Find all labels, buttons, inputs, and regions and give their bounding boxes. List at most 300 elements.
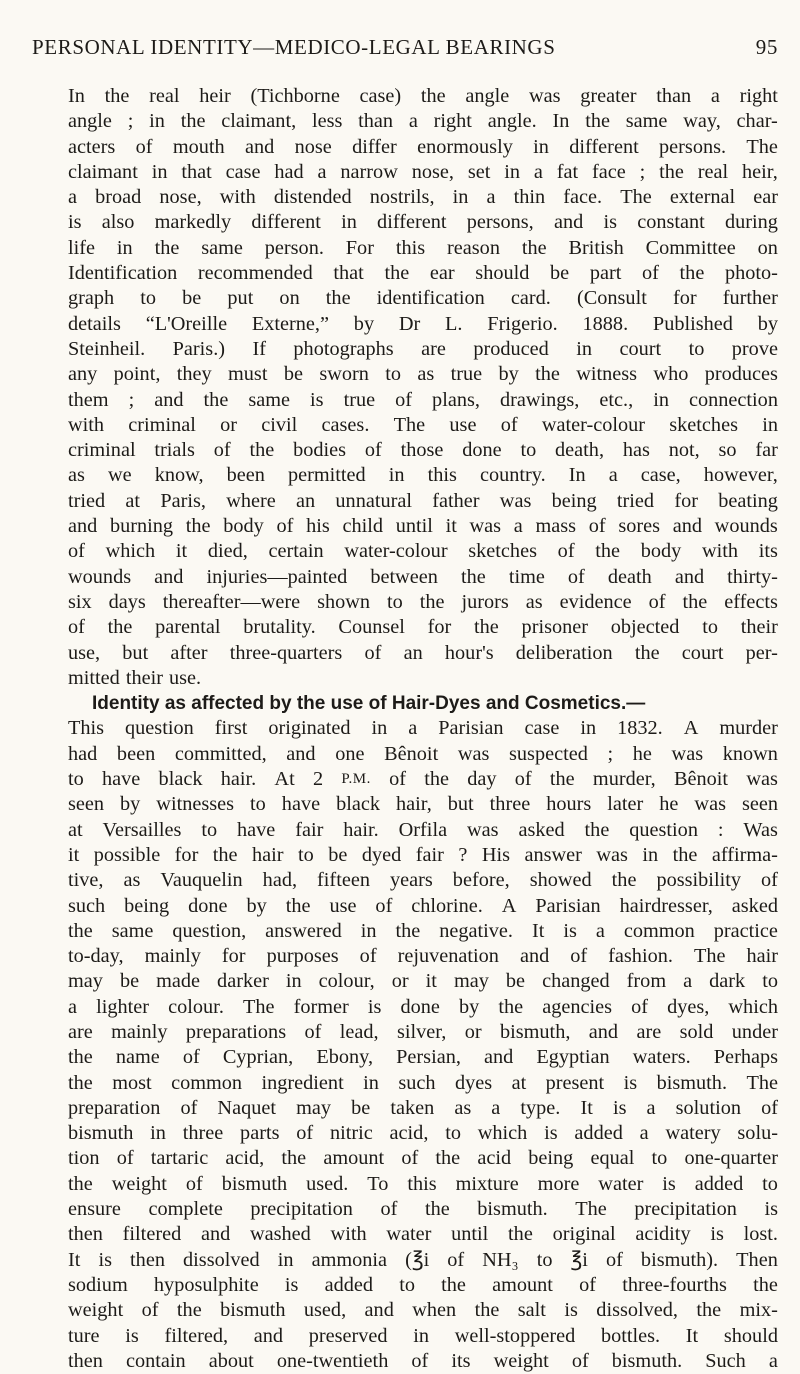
word: of (570, 945, 588, 968)
text-line (68, 388, 778, 413)
word: the (634, 641, 660, 664)
word: heir, (742, 160, 778, 183)
word: case) (359, 85, 402, 107)
word: bismuth. (656, 1071, 728, 1094)
word: drawings, (499, 388, 580, 411)
word: ture (68, 1324, 100, 1347)
word: Vauquelin (160, 869, 243, 892)
word: ; (639, 160, 646, 183)
word: bismuth. (611, 1349, 683, 1372)
word: the (595, 540, 621, 563)
word: graph (68, 287, 115, 310)
word: of (395, 388, 413, 411)
word: Parisian (438, 717, 504, 740)
word: of (359, 945, 377, 968)
word: fat (556, 160, 579, 183)
word: use (329, 894, 357, 917)
word: of (579, 1273, 597, 1296)
word: Then (736, 1248, 778, 1271)
word: in (285, 970, 302, 993)
word: to (445, 1122, 461, 1145)
word: about (208, 1349, 254, 1372)
word: angle (465, 85, 510, 107)
word: the (424, 1198, 450, 1221)
word: way, (683, 110, 721, 133)
word: Naquet (217, 1096, 276, 1119)
word: its (758, 540, 778, 563)
word: lighter (96, 995, 150, 1018)
word: by (498, 363, 519, 386)
word: with (330, 1223, 367, 1246)
word: be (283, 363, 303, 386)
word: criminal (68, 439, 136, 462)
word: three (489, 793, 531, 816)
word: the (549, 768, 575, 791)
word: tried (68, 489, 106, 512)
word: greater (580, 85, 637, 107)
word: in (413, 1324, 430, 1347)
word: and (674, 565, 705, 588)
word: evidence (559, 590, 632, 613)
word: dyed (361, 843, 402, 866)
word: may (68, 970, 103, 993)
word: the (212, 843, 238, 866)
word: part (589, 262, 622, 285)
word: suspected (509, 742, 588, 765)
word: their (125, 666, 163, 689)
word: persons, (466, 211, 534, 234)
word: showed (529, 869, 592, 892)
word: recommended (197, 262, 313, 285)
word: thereafter—were (162, 590, 301, 613)
word: objected (610, 616, 680, 639)
word: as (68, 464, 85, 487)
word: same (201, 236, 243, 259)
word: in (388, 464, 405, 487)
word: precipitation (634, 1198, 737, 1221)
word: father (432, 489, 480, 512)
word: one-twentieth (276, 1349, 389, 1372)
text-line (68, 539, 778, 564)
word: Bênoit (673, 768, 729, 791)
word: present (545, 1071, 605, 1094)
word: day (467, 768, 497, 791)
word: in (277, 1248, 294, 1271)
word: of (180, 1096, 198, 1119)
word: be (182, 287, 202, 310)
word: with (701, 540, 739, 563)
word: different (377, 211, 447, 234)
word: as (525, 590, 543, 613)
word: and (68, 515, 98, 538)
word: hour's (444, 641, 494, 664)
word: complete (148, 1198, 223, 1221)
word: at (125, 489, 141, 512)
word: have (281, 793, 321, 816)
word: the (460, 565, 486, 588)
word: had (274, 160, 304, 183)
word: To (367, 1172, 389, 1195)
word: the (176, 1299, 202, 1322)
word: the (441, 1273, 466, 1296)
word: same (248, 388, 291, 411)
word: three (182, 1122, 224, 1145)
word: than (358, 110, 394, 133)
word: of (642, 262, 659, 285)
word: of (761, 869, 778, 892)
word: of (182, 1046, 200, 1069)
word: wounds (714, 515, 778, 538)
word: the (435, 1147, 461, 1170)
word: to (399, 1273, 415, 1296)
word: is (623, 1071, 638, 1094)
word: Was (743, 818, 778, 841)
word: silver, (396, 1020, 447, 1043)
word: in (116, 236, 133, 259)
word: the (107, 616, 133, 639)
word: chlorine. (411, 894, 483, 917)
word: bodies (293, 439, 347, 462)
word: bismuth (221, 1172, 288, 1195)
word: the (68, 1172, 93, 1195)
word: in (642, 843, 659, 866)
word: seen (68, 793, 105, 816)
word: possible (93, 843, 161, 866)
word: Perhaps (713, 1046, 778, 1069)
text-line (68, 1273, 778, 1298)
word: constant (637, 211, 705, 234)
word: the (521, 236, 547, 259)
word: to (387, 590, 403, 613)
word: are (68, 1020, 93, 1043)
word: a (68, 995, 78, 1018)
word: but (122, 641, 149, 664)
word: P.M. (341, 771, 371, 788)
word: them (68, 388, 109, 411)
text-line (68, 792, 778, 817)
text-line (68, 438, 778, 463)
word: nose (294, 135, 332, 158)
word: of (380, 1198, 398, 1221)
word: it (445, 515, 457, 538)
word: This (68, 717, 105, 740)
word: filtered (122, 1223, 182, 1246)
word: of (557, 540, 575, 563)
word: and (553, 211, 584, 234)
word: in (653, 388, 669, 411)
word: murder (719, 717, 778, 740)
text-line (68, 590, 778, 615)
word: use. (169, 666, 202, 689)
word: and (519, 945, 550, 968)
word: by (353, 312, 375, 335)
text-line (68, 1071, 778, 1096)
word: the (535, 363, 560, 386)
word: enormously (417, 135, 513, 158)
word: then (68, 1223, 103, 1246)
word: witness (576, 363, 638, 386)
word: of (648, 590, 666, 613)
text-line (68, 286, 778, 311)
word: or (464, 1020, 482, 1043)
word: to (385, 363, 402, 386)
word: done (400, 995, 440, 1018)
word: Orfila (398, 818, 448, 841)
word: body (640, 540, 682, 563)
word: ; (127, 110, 134, 133)
word: set (467, 160, 491, 183)
word: in (149, 110, 165, 133)
word: In (568, 464, 586, 487)
text-line (68, 1349, 778, 1374)
word: photo- (724, 262, 778, 285)
word: added (324, 1273, 374, 1296)
word: If (252, 337, 266, 360)
word: the (424, 768, 449, 791)
word: to (702, 616, 718, 639)
word: a (408, 717, 418, 740)
word: until (451, 1223, 489, 1246)
word: answer (524, 843, 582, 866)
word: when (412, 1299, 457, 1322)
word: in (371, 717, 388, 740)
word: and (154, 388, 184, 411)
word: markedly (154, 211, 232, 234)
word: face (591, 160, 626, 183)
word: in (341, 211, 357, 234)
word: the (395, 919, 421, 942)
word: same (111, 919, 154, 942)
word: so (718, 439, 737, 462)
word: done (188, 894, 228, 917)
word: use (449, 413, 477, 436)
word: hair. (343, 818, 379, 841)
word: used. (306, 1172, 349, 1195)
word: cases. (321, 413, 370, 436)
word: be (550, 262, 570, 285)
word: before, (452, 869, 510, 892)
word: to (520, 439, 537, 462)
word: was (596, 843, 628, 866)
word: differ (352, 135, 397, 158)
word: and (672, 515, 702, 538)
word: has (622, 439, 650, 462)
word: of (364, 439, 382, 462)
word: a (639, 1122, 649, 1145)
word: NH₃ (482, 1248, 519, 1271)
word: for (221, 945, 246, 968)
word: person. (264, 236, 324, 259)
word: jurors (461, 590, 509, 613)
word: body (223, 515, 264, 538)
word: a (68, 186, 78, 209)
word: practice (713, 919, 778, 942)
word: bismuth). (640, 1248, 719, 1271)
word: from (626, 970, 667, 993)
word: or (220, 413, 238, 436)
word: Counsel (338, 616, 405, 639)
word: different (569, 135, 639, 158)
word: a (533, 160, 543, 183)
word: Persian, (396, 1046, 461, 1069)
word: is (710, 1223, 724, 1246)
word: amount (492, 1273, 553, 1296)
word: black (336, 793, 380, 816)
word: right (739, 85, 778, 107)
word: was (694, 793, 726, 816)
text-line (68, 919, 778, 944)
text-line (68, 463, 778, 488)
word: was (469, 515, 502, 538)
word: Such (705, 1349, 746, 1372)
word: a (710, 85, 720, 107)
word: in (762, 413, 778, 436)
word: hair (252, 843, 284, 866)
word: fifteen (317, 869, 370, 892)
word: must (228, 363, 268, 386)
word: being (551, 489, 597, 512)
word: for (427, 616, 452, 639)
word: Dr (398, 312, 421, 335)
word: be (119, 970, 140, 993)
word: was (746, 768, 778, 791)
word: claimant (68, 160, 138, 183)
word: three-quarters (229, 641, 343, 664)
word: the (68, 919, 93, 942)
word: prove (731, 337, 778, 360)
word: a (486, 186, 496, 209)
word: different (251, 211, 321, 234)
text-line (68, 1045, 778, 1070)
word: photographs (293, 337, 394, 360)
word: nitric (329, 1122, 373, 1145)
word: to (536, 1248, 553, 1271)
text-line (68, 843, 778, 868)
word: produced (473, 337, 549, 360)
word: to (201, 818, 218, 841)
word: of (141, 1299, 159, 1322)
word: hyposulphite (153, 1273, 259, 1296)
word: purposes (266, 945, 339, 968)
word: Frigerio. (487, 312, 558, 335)
word: nose, (159, 186, 202, 209)
word: as (417, 363, 435, 386)
word: of (389, 768, 406, 791)
word: been (226, 464, 265, 487)
word: It (531, 919, 545, 942)
word: than (656, 85, 692, 107)
word: The (746, 1071, 778, 1094)
word: of (135, 135, 153, 158)
word: A (683, 717, 699, 740)
word: an (403, 641, 423, 664)
word: of (631, 995, 648, 1018)
word: acid (477, 1147, 512, 1170)
word: nostrils, (369, 186, 435, 209)
word: At (274, 768, 295, 791)
word: of (375, 894, 393, 917)
word: to (298, 843, 314, 866)
text-line (68, 995, 778, 1020)
word: narrow (340, 160, 398, 183)
word: and (484, 1046, 514, 1069)
word: the (585, 110, 610, 133)
text-line (68, 1222, 778, 1247)
word: shown (317, 590, 371, 613)
word: Ebony, (316, 1046, 374, 1069)
word: bismuth (68, 1122, 134, 1145)
word: Published (652, 312, 733, 335)
word: It (580, 1096, 593, 1119)
word: of (364, 641, 382, 664)
word: sold (679, 1020, 714, 1043)
word: committed, (174, 742, 267, 765)
word: witnesses (156, 793, 235, 816)
word: external (669, 186, 736, 209)
word: time (508, 565, 545, 588)
word: made (156, 970, 201, 993)
word: a (513, 515, 523, 538)
word: watery (665, 1122, 721, 1145)
word: Versailles (102, 818, 182, 841)
word: hairdresser, (619, 894, 713, 917)
word: seen (741, 793, 778, 816)
word: In (68, 85, 85, 107)
word: was (671, 742, 704, 765)
word: face. (563, 186, 603, 209)
word: of (213, 439, 231, 462)
word: as (123, 869, 141, 892)
word: have (102, 768, 141, 791)
word: trials (154, 439, 195, 462)
word: the (185, 515, 211, 538)
word: waters. (632, 1046, 691, 1069)
word: A (501, 894, 517, 917)
word: he (659, 793, 679, 816)
word: death (607, 565, 652, 588)
word: then (68, 1349, 103, 1372)
word: who (653, 363, 689, 386)
word: the (672, 843, 698, 866)
word: also (101, 211, 135, 234)
word: bismuth, (499, 1020, 571, 1043)
word: is (603, 211, 617, 234)
word: asked (518, 818, 565, 841)
word: by (246, 894, 267, 917)
word: sodium (68, 1273, 128, 1296)
word: the (419, 590, 445, 613)
word: it (425, 970, 437, 993)
word: tried (616, 489, 655, 512)
text-line (68, 514, 778, 539)
word: thin (513, 186, 546, 209)
word: name (115, 1046, 160, 1069)
word: weight (68, 1299, 124, 1322)
word: “L'Oreille (145, 312, 228, 335)
word: most (112, 1071, 152, 1094)
word: known (722, 742, 778, 765)
word: heir (199, 85, 231, 107)
word: court (681, 641, 724, 664)
word: true (343, 388, 376, 411)
word: at (68, 818, 83, 841)
word: until (395, 515, 433, 538)
word: one (335, 742, 365, 765)
word: well-stoppered (454, 1324, 576, 1347)
word: to-day, (68, 945, 124, 968)
word: this (407, 1172, 437, 1195)
word: solution (675, 1096, 742, 1119)
